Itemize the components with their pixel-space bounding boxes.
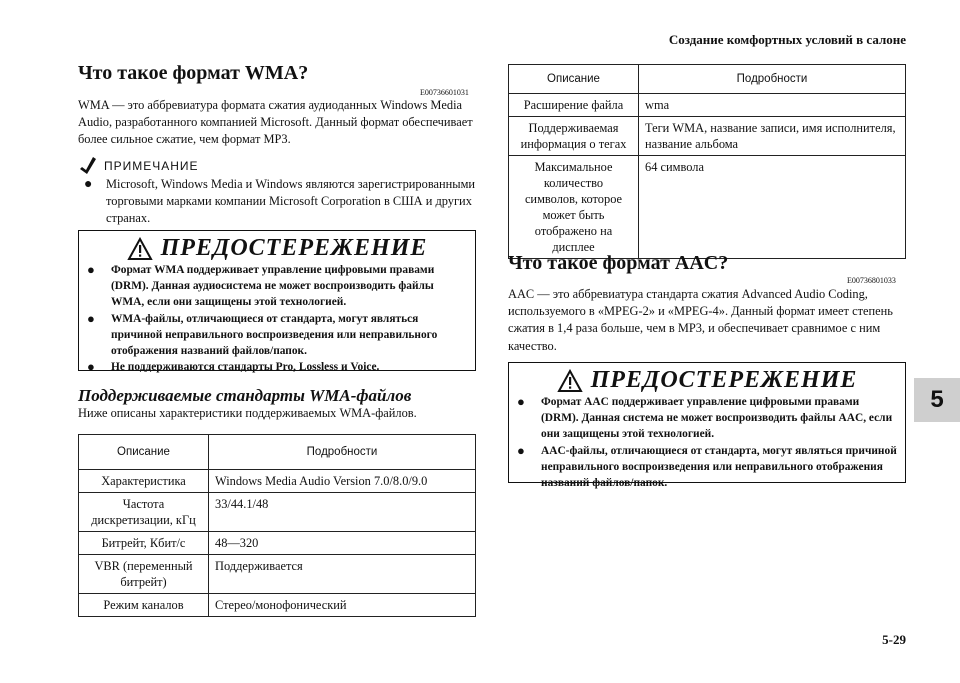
table-header-row (79, 435, 476, 470)
table-cell: Максимальное количество символов, которое может быть отображено на дисплее (509, 156, 639, 259)
table-cell: Режим каналов (79, 594, 209, 617)
warning-item-text: Формат WMA поддерживает управление цифровыми правами (DRM). Данная аудиосистема не может воспроизводить файлы WMA, если они защищены этой технологией. (111, 264, 435, 309)
list-item (509, 443, 897, 492)
chapter-tab: 5 (914, 378, 960, 422)
note-label: ПРИМЕЧАНИЕ (104, 159, 199, 173)
list-item (509, 394, 897, 443)
standards-intro: Ниже описаны характеристики поддерживаемых WMA-файлов. (78, 406, 417, 420)
warning-triangle-icon (557, 369, 583, 393)
table-row (509, 94, 906, 117)
table-cell: Частота дискретизации, кГц (79, 493, 209, 532)
table-cell: wma (639, 94, 906, 117)
bullet-icon: ● (87, 359, 95, 375)
table-header-cell: Подробности (209, 435, 476, 470)
table-row (79, 532, 476, 555)
warning-item-text: Формат AAC поддерживает управление цифровыми правами (DRM). Данная система не может воспроизводить файлы AAC, если они защищены этой технологией. (541, 396, 893, 441)
warning-item-text: WMA-файлы, отличающиеся от стандарта, могут являться причиной неправильного воспроизведения или неправильного отображения названий файлов/папок. (111, 312, 438, 358)
table-cell: 33/44.1/48 (209, 493, 476, 532)
list-item (79, 311, 467, 360)
note-pencil-icon (78, 156, 98, 176)
list-item (79, 359, 467, 375)
bullet-icon: ● (517, 442, 525, 458)
table-cell: Windows Media Audio Version 7.0/8.0/9.0 (209, 470, 476, 493)
warning-heading (509, 367, 905, 394)
warning-box-wma (78, 230, 476, 375)
table-header-cell: Описание (509, 65, 639, 94)
list-item (79, 262, 467, 311)
table-row (79, 493, 476, 532)
table-cell: Характеристика (79, 470, 209, 493)
aac-title: Что такое формат AAC? (508, 252, 729, 274)
warning-title: ПРЕДОСТЕРЕЖЕНИЕ (590, 367, 858, 393)
table-header-cell: Подробности (639, 65, 906, 94)
warning-list (79, 262, 475, 375)
bullet-icon: ● (87, 310, 95, 326)
warning-box-aac (508, 362, 906, 490)
wma-spec-table (78, 434, 476, 617)
warning-item-text: AAC-файлы, отличающиеся от стандарта, могут являться причиной неправильного воспроизведения или неправильного отображения названий файлов/папок. (541, 444, 897, 490)
table-cell: Теги WMA, название записи, имя исполнителя, название альбома (639, 117, 906, 156)
wma-code: E00736601031 (420, 88, 469, 97)
aac-paragraph: AAC — это аббревиатура стандарта сжатия Advanced Audio Coding, используемого в «MPEG-2» и «MPEG-4». Данный формат имеет степень сжатия в 1,4 раза больше, чем в MP3, и обеспечивает сравнимое с ним качество. (508, 287, 893, 353)
wma-paragraph: WMA — это аббревиатура формата сжатия аудиоданных Windows Media Audio, разработанного компанией Microsoft. Данный формат обеспечивает более сильное сжатие, чем формат MP3. (78, 98, 473, 147)
table-cell: 64 символа (639, 156, 906, 259)
warning-triangle-icon (127, 237, 153, 261)
table-cell: Битрейт, Кбит/с (79, 532, 209, 555)
list-item (78, 176, 476, 227)
table-cell: Поддерживается (209, 555, 476, 594)
bullet-icon: ● (517, 394, 525, 409)
table-row (79, 470, 476, 493)
table-cell: 48—320 (209, 532, 476, 555)
warning-list (509, 394, 905, 491)
warning-title: ПРЕДОСТЕРЕЖЕНИЕ (160, 235, 428, 261)
table-header-cell: Описание (79, 435, 209, 470)
running-header: Создание комфортных условий в салоне (668, 32, 906, 47)
wma-tag-table (508, 64, 906, 259)
page-number: 5-29 (882, 632, 906, 647)
bullet-icon: ● (87, 262, 95, 277)
table-cell: Расширение файла (509, 94, 639, 117)
table-header-row (509, 65, 906, 94)
aac-code: E00736801033 (847, 276, 896, 285)
table-cell: Стерео/монофонический (209, 594, 476, 617)
note-heading (78, 156, 199, 176)
table-cell: VBR (переменный битрейт) (79, 555, 209, 594)
standards-title: Поддерживаемые стандарты WMA-файлов (78, 386, 412, 405)
table-row (509, 117, 906, 156)
table-cell: Поддерживаемая информация о тегах (509, 117, 639, 156)
bullet-icon: ● (84, 177, 93, 192)
note-item-text: Microsoft, Windows Media и Windows являются зарегистрированными торговыми марками компании Microsoft Corporation в США и других странах. (106, 177, 476, 225)
wma-title: Что такое формат WMA? (78, 62, 309, 84)
table-row (79, 594, 476, 617)
warning-heading (79, 235, 475, 262)
note-list (78, 176, 476, 227)
table-row (509, 156, 906, 259)
table-row (79, 555, 476, 594)
warning-item-text: Не поддерживаются стандарты Pro, Lossless и Voice. (111, 361, 380, 374)
